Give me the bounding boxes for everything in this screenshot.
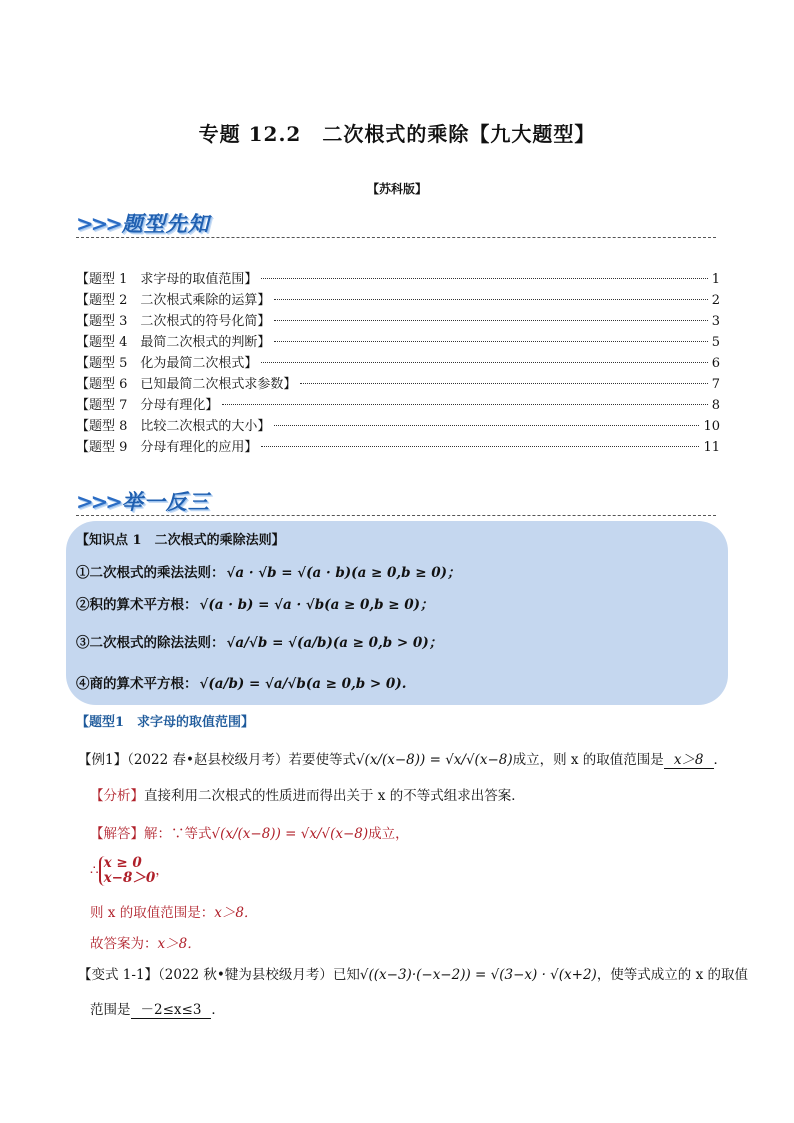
analysis-line bbox=[90, 784, 525, 804]
toc-item-page: 6 bbox=[711, 356, 720, 371]
system-line-1: x ≥ 0 bbox=[103, 855, 142, 871]
example-formula: √(x/(x−8)) = √x/√(x−8) bbox=[355, 752, 513, 768]
toc-item-label: 【题型 3 二次根式的符号化简】 bbox=[76, 314, 271, 329]
edition-label: 【苏科版】 bbox=[366, 182, 427, 196]
toc-item[interactable] bbox=[76, 373, 720, 394]
example-prefix: 【例1】（2022 春•赵县校级月考）若要使等式 bbox=[78, 752, 356, 768]
toc-item[interactable] bbox=[76, 394, 720, 415]
toc-item-label: 【题型 7 分母有理化】 bbox=[76, 398, 219, 413]
toc-leader-dots bbox=[261, 446, 699, 447]
toc-item-page: 10 bbox=[703, 419, 720, 434]
toc-item-page: 1 bbox=[711, 272, 720, 287]
rule-formula: √a · √b = √(a · b)(a ≥ 0,b ≥ 0)； bbox=[226, 565, 461, 581]
variant-line2: 范围是 bbox=[90, 1002, 131, 1018]
range-value: x＞8． bbox=[214, 905, 258, 921]
analysis-tag: 【分析】 bbox=[90, 788, 144, 804]
toc-leader-dots bbox=[222, 404, 707, 405]
toc-item-page: 11 bbox=[703, 440, 720, 455]
toc-item[interactable] bbox=[76, 352, 720, 373]
banner-arrows-icon: >>> bbox=[76, 211, 120, 236]
toc-item[interactable] bbox=[76, 415, 720, 436]
system-end: ， bbox=[155, 862, 169, 879]
toc-item[interactable] bbox=[76, 268, 720, 289]
range-line bbox=[90, 901, 257, 921]
example-1 bbox=[78, 748, 727, 769]
rule-label: ④商的算术平方根： bbox=[76, 676, 198, 692]
variant-end: ． bbox=[211, 1002, 225, 1018]
table-of-contents bbox=[76, 268, 720, 457]
rule-item bbox=[76, 561, 461, 581]
banner-arrows-icon: >>> bbox=[76, 489, 120, 514]
page-title: 专题 12.2 二次根式的乘除【九大题型】 bbox=[198, 122, 596, 146]
toc-item-label: 【题型 4 最简二次根式的判断】 bbox=[76, 335, 271, 350]
variant-formula: √((x−3)·(−x−2)) = √(3−x) · √(x+2) bbox=[359, 967, 597, 983]
variant-1-1 bbox=[78, 963, 748, 983]
toc-leader-dots bbox=[274, 341, 707, 342]
answer-text: 故答案为： bbox=[90, 936, 158, 952]
range-text: 则 x 的取值范围是： bbox=[90, 905, 215, 921]
banner-text: 举一反三 bbox=[121, 489, 210, 514]
rule-label: ①二次根式的乘法法则： bbox=[76, 565, 225, 581]
example-end: ． bbox=[713, 752, 728, 768]
solution-text-end: 成立， bbox=[368, 826, 409, 842]
toc-leader-dots bbox=[274, 299, 707, 300]
toc-item-label: 【题型 1 求字母的取值范围】 bbox=[76, 272, 258, 287]
rule-item bbox=[76, 672, 406, 692]
example-answer: x＞8 bbox=[664, 748, 714, 769]
rule-item bbox=[76, 593, 434, 613]
solution-line bbox=[90, 822, 409, 842]
dashed-divider bbox=[76, 237, 716, 238]
toc-item[interactable] bbox=[76, 310, 720, 331]
solution-formula: √(x/(x−8)) = √x/√(x−8) bbox=[211, 826, 369, 842]
rule-item bbox=[76, 631, 442, 651]
variant-prefix: 【变式 1-1】（2022 秋•犍为县校级月考）已知 bbox=[78, 967, 360, 983]
rule-label: ③二次根式的除法法则： bbox=[76, 635, 225, 651]
variant-1-1-line2 bbox=[90, 998, 225, 1019]
system-line-2: x−8＞0 bbox=[103, 870, 156, 886]
toc-item-page: 2 bbox=[711, 293, 720, 308]
toc-item-label: 【题型 8 比较二次根式的大小】 bbox=[76, 419, 271, 434]
rule-formula: √(a/b) = √a/√b(a ≥ 0,b > 0). bbox=[199, 676, 407, 692]
toc-leader-dots bbox=[300, 383, 707, 384]
system-brace bbox=[99, 856, 156, 886]
dashed-divider bbox=[76, 515, 716, 516]
toc-item[interactable] bbox=[76, 331, 720, 352]
answer-value: x＞8． bbox=[157, 936, 201, 952]
toc-leader-dots bbox=[261, 278, 707, 279]
toc-item-label: 【题型 9 分母有理化的应用】 bbox=[76, 440, 258, 455]
therefore-symbol: ∴ bbox=[90, 862, 99, 879]
toc-item-label: 【题型 6 已知最简二次根式求参数】 bbox=[76, 377, 297, 392]
toc-leader-dots bbox=[274, 320, 707, 321]
toc-item-page: 3 bbox=[711, 314, 720, 329]
variant-answer: －2≤x≤3 bbox=[131, 998, 212, 1019]
variant-suffix: ，使等式成立的 x 的取值 bbox=[596, 967, 749, 983]
toc-item-label: 【题型 2 二次根式乘除的运算】 bbox=[76, 293, 271, 308]
inequality-system bbox=[90, 856, 169, 886]
toc-item-label: 【题型 5 化为最简二次根式】 bbox=[76, 356, 258, 371]
answer-line bbox=[90, 932, 201, 952]
knowledge-title: 【知识点 1 二次根式的乘除法则】 bbox=[76, 533, 285, 548]
toc-leader-dots bbox=[274, 425, 699, 426]
knowledge-box bbox=[66, 521, 728, 705]
question-type-heading: 【题型1 求字母的取值范围】 bbox=[76, 715, 255, 730]
toc-item-page: 7 bbox=[711, 377, 720, 392]
toc-item[interactable] bbox=[76, 436, 720, 457]
rule-formula: √a/√b = √(a/b)(a ≥ 0,b > 0)； bbox=[226, 635, 443, 651]
toc-item-page: 5 bbox=[711, 335, 720, 350]
section-banner-preview bbox=[76, 208, 210, 238]
rule-label: ②积的算术平方根： bbox=[76, 597, 198, 613]
solution-text: 解：∵等式 bbox=[144, 826, 212, 842]
example-suffix: 成立，则 x 的取值范围是 bbox=[512, 752, 664, 768]
solution-tag: 【解答】 bbox=[90, 826, 144, 842]
banner-text: 题型先知 bbox=[121, 211, 210, 236]
toc-leader-dots bbox=[261, 362, 707, 363]
toc-item-page: 8 bbox=[711, 398, 720, 413]
section-banner-examples bbox=[76, 486, 210, 516]
rule-formula: √(a · b) = √a · √b(a ≥ 0,b ≥ 0)； bbox=[199, 597, 434, 613]
analysis-text: 直接利用二次根式的性质进而得出关于 x 的不等式组求出答案． bbox=[144, 788, 525, 804]
toc-item[interactable] bbox=[76, 289, 720, 310]
